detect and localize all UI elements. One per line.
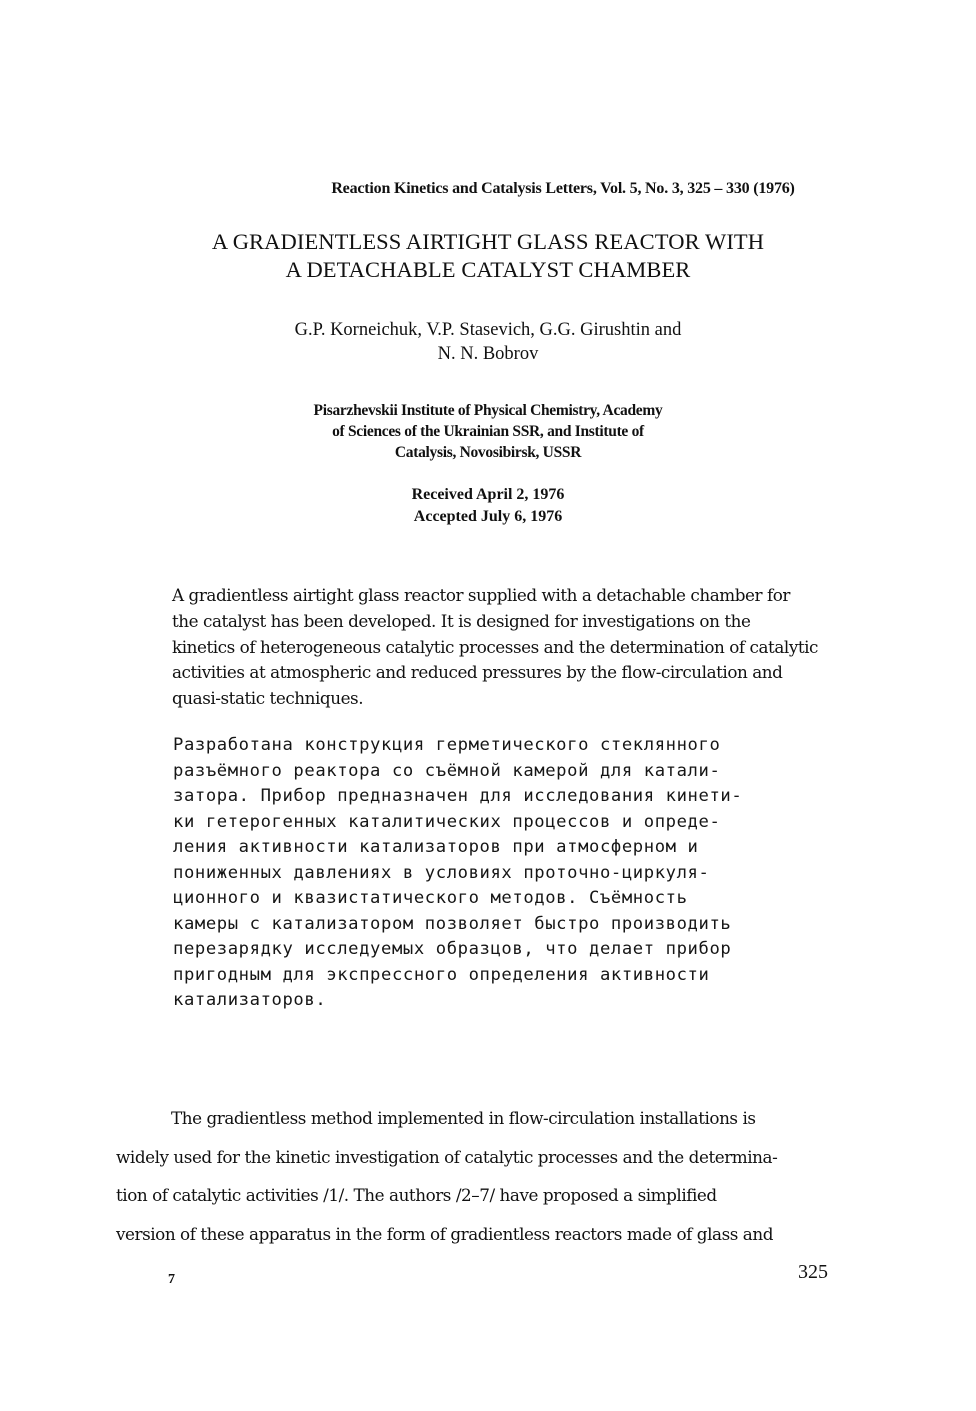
received-date: Received April 2, 1976 <box>411 486 565 503</box>
accepted-date: Accepted July 6, 1976 <box>413 507 563 525</box>
body-line: The gradientless method implemented in flow-circulation installations is <box>171 1108 756 1128</box>
affiliation-line: Catalysis, Novosibirsk, USSR <box>394 444 582 461</box>
abstract-ru-line: затора. Прибор предназначен для исследования кинети- <box>173 786 743 806</box>
affiliation-line: of Sciences of the Ukrainian SSR, and Institute of <box>332 423 644 440</box>
abstract-ru-line: ки гетерогенных каталитических процессов и опреде- <box>173 811 721 832</box>
abstract-ru-line: ционного и квазистатического методов. Съёмность <box>173 888 688 908</box>
abstract-line: the catalyst has been developed. It is designed for investigations on the <box>172 610 751 631</box>
abstract-ru-line: ления активности катализаторов при атмосферном и <box>173 837 699 857</box>
body-line: widely used for the kinetic investigation of catalytic processes and the determina- <box>116 1146 778 1167</box>
author-list <box>0 318 976 366</box>
abstract-ru-line: разъёмного реактора со съёмной камерой для катали- <box>173 760 721 781</box>
abstract-ru-line: катализаторов. <box>173 990 327 1010</box>
abstract-line: A gradientless airtight glass reactor supplied with a detachable chamber for <box>172 585 790 605</box>
affiliation <box>0 400 976 463</box>
paper-title-line: A DETACHABLE CATALYST CHAMBER <box>285 257 691 282</box>
abstract-line: kinetics of heterogeneous catalytic processes and the determination of catalytic <box>172 636 819 657</box>
abstract-russian <box>173 733 873 1014</box>
author-line: G.P. Korneichuk, V.P. Stasevich, G.G. Girushtin and <box>294 320 682 340</box>
abstract-line: activities at atmospheric and reduced pressures by the flow-circulation and <box>172 662 783 683</box>
page-number: 325 <box>798 1261 828 1283</box>
body-line: version of these apparatus in the form of gradientless reactors made of glass and <box>116 1223 773 1244</box>
author-line: N. N. Bobrov <box>437 344 539 364</box>
abstract-ru-line: перезарядку исследуемых образцов, что делает прибор <box>173 939 732 959</box>
abstract-ru-line: пониженных давлениях в условиях проточно-циркуля- <box>173 862 710 883</box>
abstract-ru-line: камеры с катализатором позволяет быстро производить <box>173 913 732 934</box>
body-line: tion of catalytic activities /1/. The authors /2–7/ have proposed a simplified <box>116 1185 717 1205</box>
abstract-ru-line: Разработана конструкция герметического стеклянного <box>173 735 721 755</box>
paper-title-line: A GRADIENTLESS AIRTIGHT GLASS REACTOR WITH <box>211 229 765 254</box>
signature-mark: 7 <box>168 1272 175 1287</box>
abstract-english <box>172 583 872 712</box>
abstract-ru-line: пригодным для экспрессного определения активности <box>173 964 710 985</box>
paper-title <box>0 228 976 284</box>
abstract-line: quasi-static techniques. <box>172 688 364 709</box>
journal-citation: Reaction Kinetics and Catalysis Letters, Vol. 5, No. 3, 325 – 330 (1976) <box>331 180 795 197</box>
affiliation-line: Pisarzhevskii Institute of Physical Chemistry, Academy <box>313 402 663 419</box>
body-paragraph <box>116 1099 856 1253</box>
submission-dates <box>0 484 976 527</box>
